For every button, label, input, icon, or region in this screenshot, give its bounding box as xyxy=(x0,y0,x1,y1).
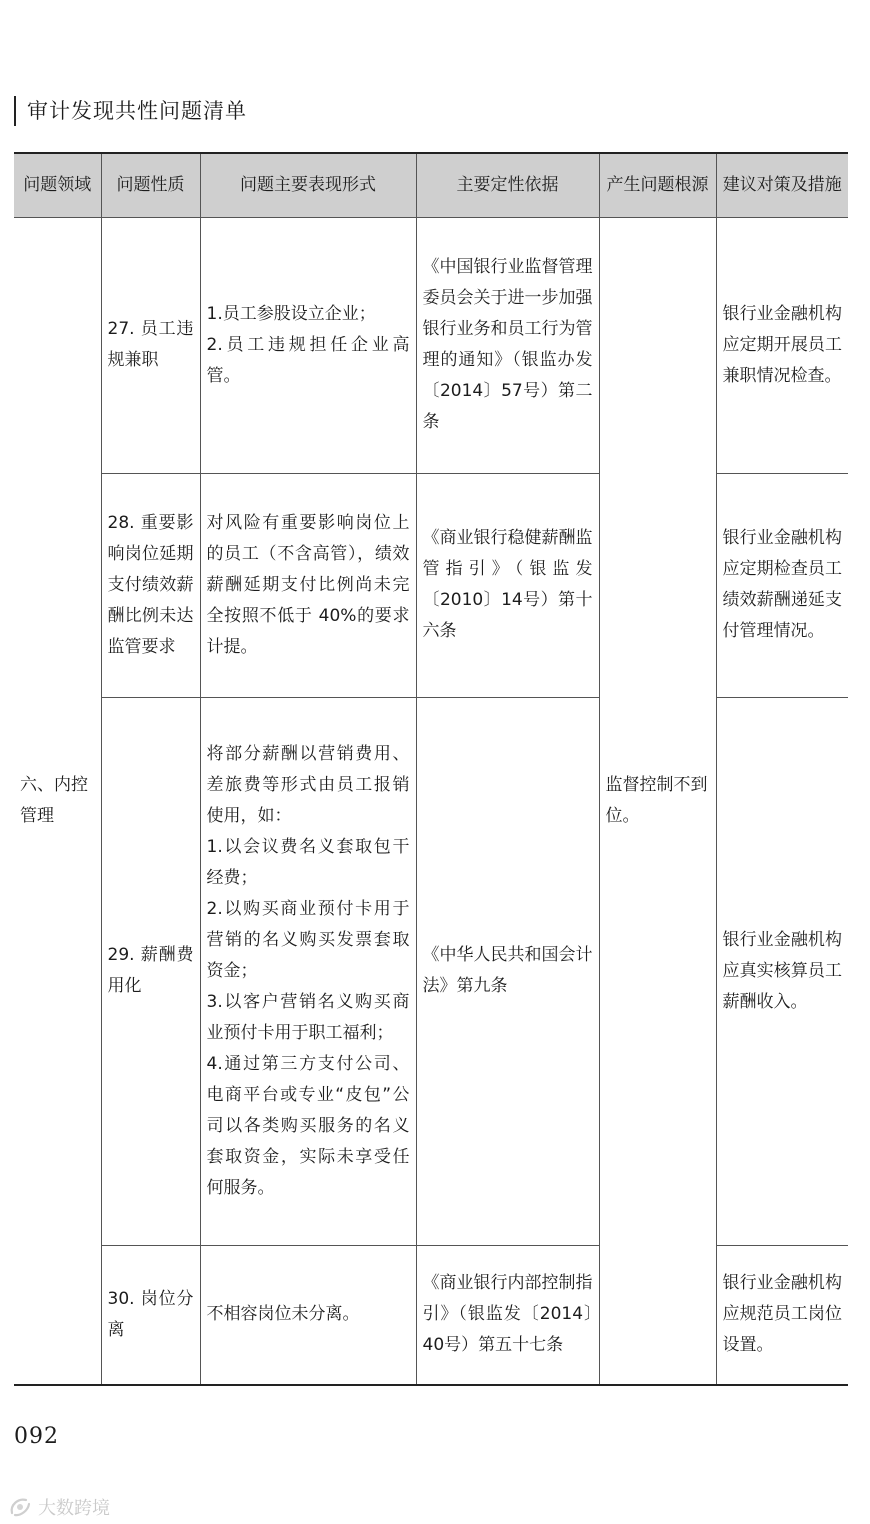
issue-forms-cell xyxy=(200,473,416,697)
issue-forms-cell xyxy=(200,217,416,473)
watermark-logo-icon xyxy=(8,1495,32,1519)
watermark-text: 大数跨境 xyxy=(38,1498,110,1519)
measure-cell: 银行业金融机构应定期开展员工兼职情况检查。 xyxy=(716,217,848,473)
header-area: 问题领域 xyxy=(14,153,101,217)
form-line: 不相容岗位未分离。 xyxy=(206,1304,360,1325)
issue-nature-cell: 30. 岗位分离 xyxy=(101,1245,200,1385)
measure-cell: 银行业金融机构应规范员工岗位设置。 xyxy=(716,1245,848,1385)
audit-issues-table xyxy=(14,152,848,1386)
watermark xyxy=(8,1494,110,1520)
header-measures: 建议对策及措施 xyxy=(716,153,848,217)
issue-basis-cell: 《商业银行稳健薪酬监管指引》（银监发〔2010〕14号）第十六条 xyxy=(416,473,599,697)
table-row xyxy=(14,1245,848,1385)
section-title: 审计发现共性问题清单 xyxy=(27,99,247,123)
root-cause-cell: 监督控制不到位。 xyxy=(599,217,716,1385)
form-line: 2.员工违规担任企业高管。 xyxy=(206,334,410,386)
table-row xyxy=(14,697,848,1245)
measure-cell: 银行业金融机构应定期检查员工绩效薪酬递延支付管理情况。 xyxy=(716,473,848,697)
issue-forms-cell xyxy=(200,1245,416,1385)
table-header-row xyxy=(14,153,848,217)
issue-nature-cell: 27. 员工违规兼职 xyxy=(101,217,200,473)
form-line: 2.以购买商业预付卡用于营销的名义购买发票套取资金； xyxy=(206,898,410,981)
form-line: 将部分薪酬以营销费用、差旅费等形式由员工报销使用，如： xyxy=(206,743,410,826)
issue-nature-cell: 29. 薪酬费用化 xyxy=(101,697,200,1245)
form-line: 对风险有重要影响岗位上的员工（不含高管），绩效薪酬延期支付比例尚未完全按照不低于 40%的要求计提。 xyxy=(206,512,410,657)
issue-forms-cell xyxy=(200,697,416,1245)
form-line: 4.通过第三方支付公司、电商平台或专业“皮包”公司以各类购买服务的名义套取资金，实际未享受任何服务。 xyxy=(206,1053,410,1198)
issue-area-cell: 六、内控管理 xyxy=(14,217,101,1385)
header-nature: 问题性质 xyxy=(101,153,200,217)
form-line: 3.以客户营销名义购买商业预付卡用于职工福利； xyxy=(206,991,410,1043)
header-rule xyxy=(14,96,16,126)
issue-basis-cell: 《中华人民共和国会计法》第九条 xyxy=(416,697,599,1245)
form-line: 1.以会议费名义套取包干经费； xyxy=(206,836,410,888)
page-number: 092 xyxy=(14,1424,59,1449)
measure-cell: 银行业金融机构应真实核算员工薪酬收入。 xyxy=(716,697,848,1245)
table-row xyxy=(14,473,848,697)
issue-basis-cell: 《中国银行业监督管理委员会关于进一步加强银行业务和员工行为管理的通知》（银监办发〔2014〕57号）第二条 xyxy=(416,217,599,473)
form-line: 1.员工参股设立企业； xyxy=(206,303,376,324)
issue-nature-cell: 28. 重要影响岗位延期支付绩效薪酬比例未达监管要求 xyxy=(101,473,200,697)
header-root-cause: 产生问题根源 xyxy=(599,153,716,217)
header-basis: 主要定性依据 xyxy=(416,153,599,217)
header-forms: 问题主要表现形式 xyxy=(200,153,416,217)
table-row xyxy=(14,217,848,473)
issue-basis-cell: 《商业银行内部控制指引》（银监发〔2014〕40号）第五十七条 xyxy=(416,1245,599,1385)
